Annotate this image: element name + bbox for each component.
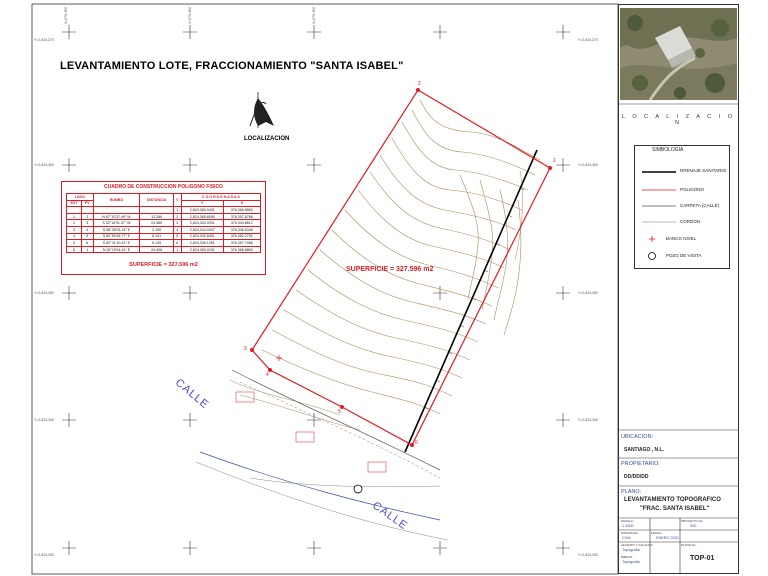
table-cell: 2,824,342.8401 [181,233,223,240]
header-distancia: DISTANCIA [140,194,173,207]
legend-carpeta: CARPETA (CALLE) [680,203,720,208]
sheet-frame [32,4,618,574]
levanto-label: LEVANTO Y CALCULO: [621,543,654,547]
table-row [67,220,261,227]
table-cell: 3 [67,226,82,233]
table-cell: 2,824,360.0431 [181,246,223,253]
table-cell: 376,346.6346 [223,226,260,233]
table-cell: 6.141 [140,233,173,240]
construction-table-grid [66,193,261,253]
coord-left-5: Y=2,824,330 [34,553,54,557]
table-cell: N 26°19'34.41" E [93,246,140,253]
header-rumbo: RUMBO [93,194,140,207]
coord-left-4: Y=2,824,340 [34,418,54,422]
table-cell: 2 [81,213,93,220]
table-cell: 1 [173,246,181,253]
table-row [67,246,261,253]
dibujo-label: DIBUJO: [621,555,633,559]
table-cell: 5 [81,233,93,240]
header-pv: PV [81,200,93,207]
table-cell: 376,344.8612 [223,220,260,227]
table-cell: 2 [173,213,181,220]
table-cell: 6 [173,240,181,247]
coord-right-1: Y=2,824,370 [578,38,598,42]
header-est: EST [67,200,82,207]
plano-no-label: PLANO No. [681,543,697,547]
vertex-label-4: 4 [266,372,269,378]
table-cell: 24.385 [140,220,173,227]
header-lado: LADO [67,194,94,201]
table-cell: 5 [173,233,181,240]
table-cell [140,207,173,214]
coord-left-2: Y=2,824,360 [34,163,54,167]
table-cell: 12.286 [140,213,173,220]
table-cell: 5 [67,240,82,247]
coord-top-1: X=376,250 [64,6,68,24]
ubicacion-label: UBICACION: [621,434,654,440]
proyecto-label: PROYECTO No. [681,519,704,523]
vertex-label-3: 3 [244,346,247,352]
coord-top-3: X=376,350 [312,6,316,24]
table-cell: 24.408 [140,246,173,253]
table-cell: 2,824,365.8090 [181,213,223,220]
table-row [67,240,261,247]
legend-title: SIMBOLOGIA [652,147,684,153]
bench-marks [236,355,386,472]
table-cell [67,207,82,214]
vertex-label-2: 2 [418,81,421,87]
table-cell: 1 [81,246,93,253]
drawing-title: LEVANTAMIENTO LOTE, FRACCIONAMIENTO "SANTA ISABEL" [60,60,404,72]
grid-crosses [62,25,570,555]
coord-right-5: Y=2,824,330 [578,553,598,557]
north-arrow-icon [250,92,274,128]
coord-left-1: Y=2,824,370 [34,38,54,42]
dibujo-value: Topografia [622,560,640,564]
table-cell: 376,352.2752 [223,233,260,240]
fecha-label: FECHA: [651,531,663,535]
location-aerial-image [620,8,737,100]
north-label: LOCALIZACION [244,136,290,142]
table-row [67,233,261,240]
table-cell: 3 [81,220,93,227]
fecha-value: ENERO 2021 [656,536,680,540]
table-cell: 1 [67,213,82,220]
plano-value-1: LEVANTAMIENTO TOPOGRAFICO [624,497,721,503]
table-cell: 2,824,338.1251 [181,240,223,247]
header-coordenadas: C O O R D E N A D A S [181,194,260,201]
manhole-icon [354,485,362,493]
propietario-label: PROPIETARIO: [621,461,660,467]
plot-superficie-label: SUPERFICIE = 327.596 m2 [346,266,434,273]
table-cell: 6.149 [140,240,173,247]
street-label-1: CALLE [172,376,212,412]
table-cell: 376,368.8863 [223,246,260,253]
coord-right-4: Y=2,824,340 [578,418,598,422]
vertex-label-5: 5 [338,409,341,415]
street-label-2: CALLE [370,499,410,533]
escala-label: ESCALA: [621,519,634,523]
escala-value: 1:1000 [622,524,634,528]
table-cell: S 56°30'03.14" E [93,226,140,233]
disciplina-value: CIVIL [622,536,632,540]
table-cell: 2,824,360.0431 [181,207,223,214]
table-cell: 2.150 [140,226,173,233]
propietario-value: DD/DD/DD [624,474,649,480]
table-cell: 4 [67,233,82,240]
table-cell: 4 [173,226,181,233]
construction-table-title: CUADRO DE CONSTRUCCION POLIGONO FISICO [104,184,223,190]
table-row [67,213,261,220]
table-cell: 2,824,344.0347 [181,226,223,233]
legend-poligono: POLIGONO [680,187,705,192]
street-lines [196,370,448,540]
plano-value-2: "FRAC. SANTA ISABEL" [640,506,710,512]
legend-cordon: CORDON [680,219,700,224]
coord-top-2: X=376,300 [188,6,192,24]
construction-table [61,181,266,275]
table-cell: 376,357.6766 [223,213,260,220]
table-cell: 2,824,344.0331 [181,220,223,227]
table-cell: 376,368.8863 [223,207,260,214]
vertex-label-6: 6 [415,440,418,446]
drainage-line [405,150,537,452]
coord-right-2: Y=2,824,360 [578,163,598,167]
proyecto-value: 000 [690,524,697,528]
table-cell: 3 [173,220,181,227]
table-cell [81,207,93,214]
table-cell: S 32°16'51.37" W [93,220,140,227]
plano-code: TOP-01 [690,555,715,562]
ubicacion-value: SANTIAGO , N.L. [624,447,664,453]
table-cell: S 82°41'10.43" E [93,240,140,247]
table-cell: 6 [67,246,82,253]
table-cell: 376,357.7066 [223,240,260,247]
table-cell [93,207,140,214]
contour-lines [262,100,540,414]
legend-drenaje: DRENAJE SANITARIO [680,168,727,173]
header-x: X [223,200,260,207]
table-cell: S 80°59'18.77" E [93,233,140,240]
vertex-label-1: 1 [553,158,556,164]
disciplina-label: DISCIPLINA: [621,531,639,535]
levanto-value: Topografia [622,548,640,552]
header-v: V [173,194,181,207]
legend-pozo: POZO DE VISITA [666,253,702,258]
table-cell: 4 [81,226,93,233]
header-y: Y [181,200,223,207]
table-cell: 1 [173,207,181,214]
coord-left-3: Y=2,824,350 [34,291,54,295]
table-row [67,207,261,214]
localizacion-label: L O C A L I Z A C I O N [621,114,736,126]
table-row [67,226,261,233]
table-cell: 6 [81,240,93,247]
coord-right-3: Y=2,824,350 [578,291,598,295]
plano-label: PLANO: [621,489,642,495]
legend-banco-nivel: BANCO NIVEL [666,236,697,241]
table-cell: 2 [67,220,82,227]
table-cell: N 67°10'37.49" W [93,213,140,220]
table-superficie: SUPERFICIE = 327.596 m2 [129,262,198,268]
